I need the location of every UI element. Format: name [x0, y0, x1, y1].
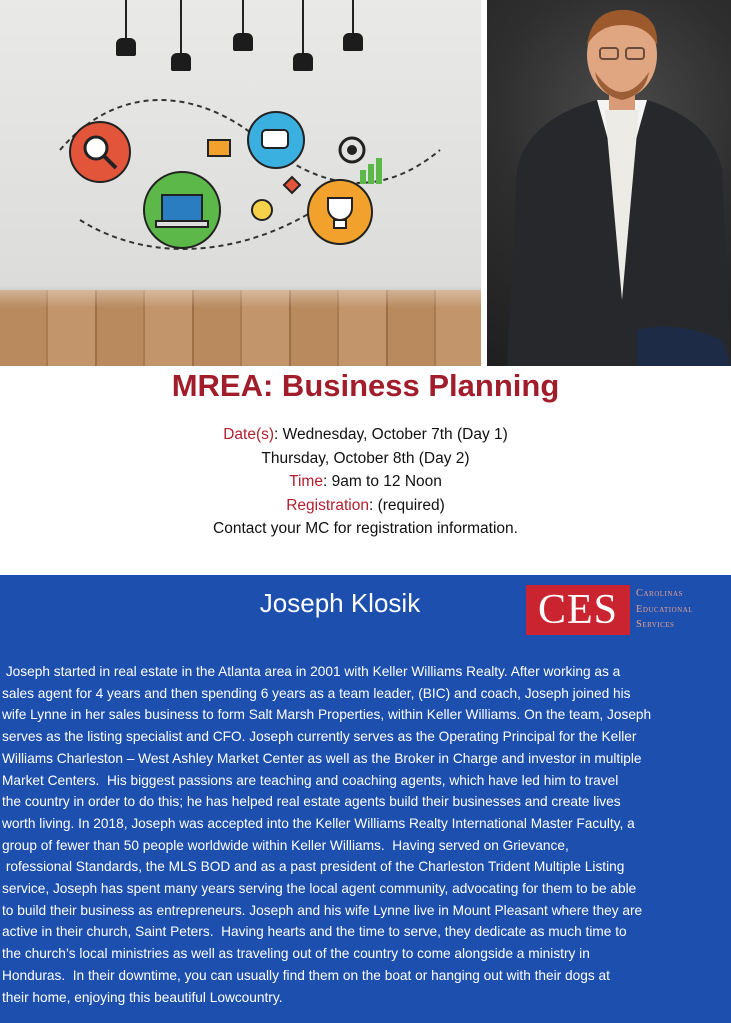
registration-label: Registration: [286, 496, 369, 514]
puzzle-icon: [284, 177, 300, 193]
business-planning-illustration: [0, 0, 481, 366]
event-details: [0, 423, 731, 541]
logo-line-1: Carolinas: [636, 588, 683, 599]
dates-line: [0, 423, 731, 447]
bio-line: Market Centers. His biggest passions are teaching and coaching agents, which have led him to travel: [2, 772, 619, 788]
time-line: [0, 470, 731, 494]
presenter-bio: [2, 661, 730, 1008]
contact-line: Contact your MC for registration information.: [213, 520, 518, 537]
dates-line-2: Thursday, October 8th (Day 2): [261, 449, 470, 467]
time-value: : 9am to 12 Noon: [322, 473, 442, 490]
bio-line: rofessional Standards, the MLS BOD and as a past president of the Charleston Trident Multiple Listing: [2, 859, 625, 875]
bio-line: service, Joseph has spent many years serving the local agent community, advocating for them to be able: [2, 881, 637, 897]
wood-floor: [0, 290, 481, 366]
ces-logo-text: [636, 586, 726, 633]
bio-line: group of fewer than 50 people worldwide within Keller Williams. Having served on Grievance,: [2, 837, 569, 853]
presenter-name: Joseph Klosik: [259, 588, 421, 618]
doodle-icons: [0, 0, 481, 290]
bio-line: Williams Charleston – West Ashley Market Center as well as the Broker in Charge and investor in multiple: [2, 750, 642, 766]
logo-line-3: Services: [636, 619, 675, 630]
lightbulb-icon: [252, 200, 272, 220]
bio-line: sales agent for 4 years and then spending 6 years as a team leader, (BIC) and coach, Joseph joined his: [2, 685, 631, 701]
bio-line: active in their church, Saint Peters. Having hearts and the time to serve, they dedicate as much time to: [2, 924, 627, 940]
hero-images: [0, 0, 731, 366]
bio-line: the church’s local ministries as well as traveling out of the country to come alongside a ministry in: [2, 946, 590, 962]
bio-line: the country in order to do this; he has helped real estate agents build their businesses and create lives: [2, 794, 621, 810]
dates-value: : Wednesday, October 7th (Day 1): [274, 426, 508, 443]
envelope-icon: [208, 140, 230, 156]
bio-line: their home, enjoying this beautiful Lowcountry.: [2, 989, 283, 1005]
ces-logo: CES: [526, 585, 630, 635]
bio-line: Honduras. In their downtime, you can usually find them on the boat or hanging out with their dogs at: [2, 967, 610, 983]
registration-line: [0, 494, 731, 518]
bio-line: wife Lynne in her sales business to form Salt Marsh Properties, within Keller Williams. On the team, Joseph: [2, 707, 652, 723]
time-label: Time: [289, 473, 323, 490]
logo-line-2: Educational: [636, 603, 694, 615]
event-title: MREA: Business Planning: [171, 368, 560, 403]
bio-line: worth living. In 2018, Joseph was accepted into the Keller Williams Realty International Master Faculty, a: [2, 815, 635, 831]
bio-line: to build their business as entrepreneurs. Joseph and his wife Lynne live in Mount Pleasant where they are: [2, 902, 643, 918]
dates-label: Date(s): [223, 426, 275, 443]
presenter-photo: [487, 0, 731, 366]
bio-line: Joseph started in real estate in the Atlanta area in 2001 with Keller Williams Realty. After working as a: [2, 664, 621, 679]
registration-value: : (required): [368, 496, 445, 514]
presenter-portrait: [487, 0, 731, 366]
bio-line: serves as the listing specialist and CFO. Joseph currently serves as the Operating Principal for the Keller: [2, 729, 637, 745]
